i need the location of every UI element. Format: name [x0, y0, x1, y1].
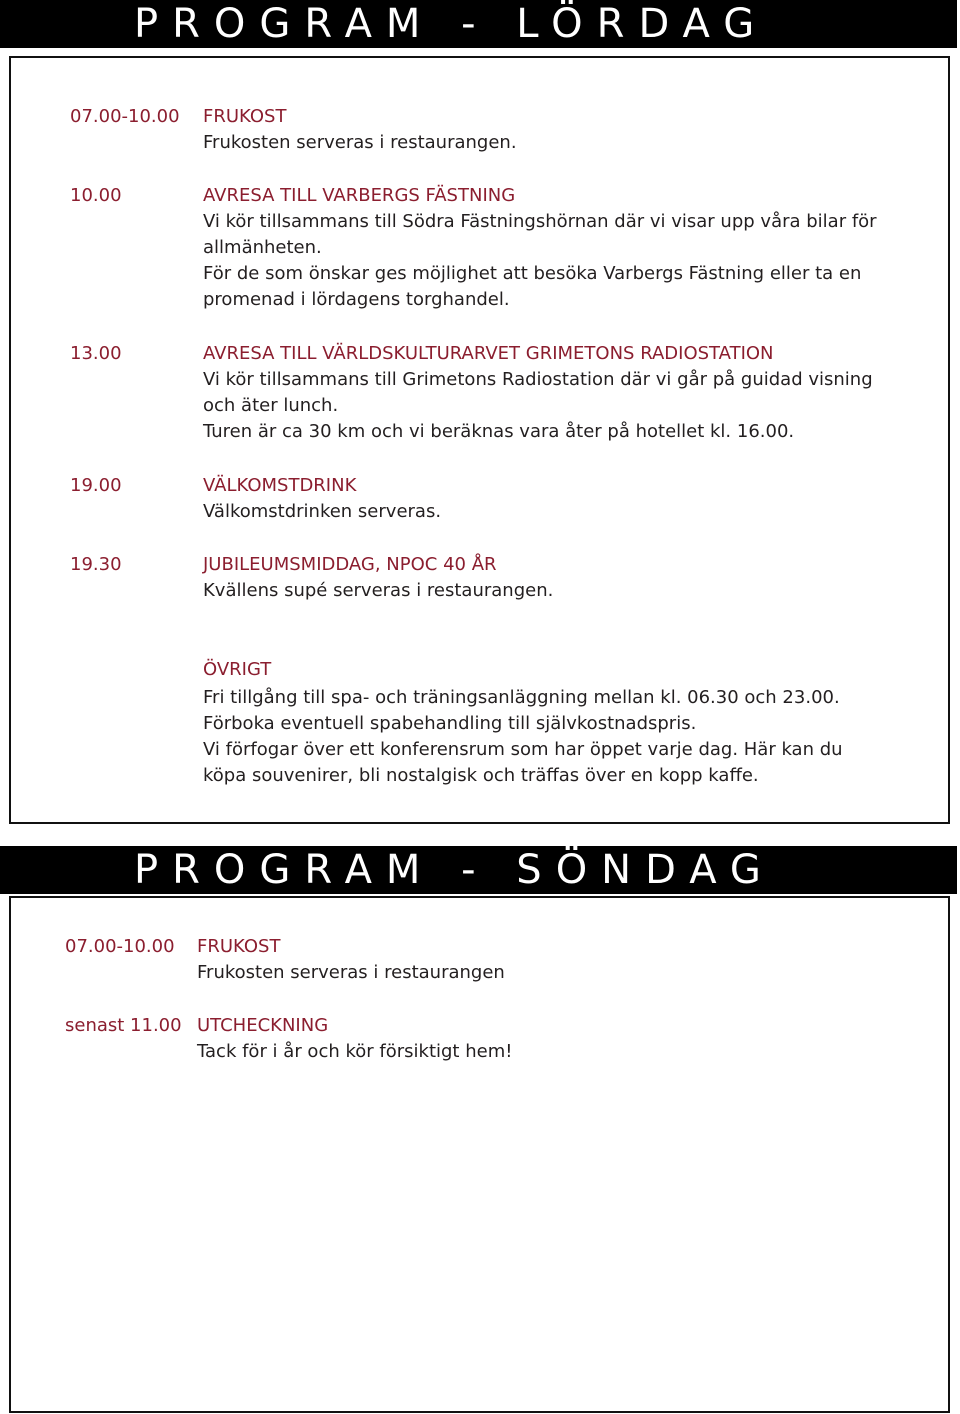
item-time: senast 11.00: [65, 1015, 182, 1036]
other-text: Vi förfogar över ett konferensrum som har öppet varje dag. Här kan du: [203, 739, 843, 760]
item-text: För de som önskar ges möjlighet att besöka Varbergs Fästning eller ta en: [203, 263, 862, 284]
item-text: Vi kör tillsammans till Grimetons Radiostation där vi går på guidad visning: [203, 369, 873, 390]
item-text: Vi kör tillsammans till Södra Fästningshörnan där vi visar upp våra bilar för: [203, 211, 877, 232]
item-text: Tack för i år och kör försiktigt hem!: [197, 1041, 513, 1062]
item-title: JUBILEUMSMIDDAG, NPOC 40 ÅR: [203, 554, 497, 575]
item-text: Frukosten serveras i restaurangen.: [203, 132, 517, 153]
item-text: Kvällens supé serveras i restaurangen.: [203, 580, 554, 601]
item-title: AVRESA TILL VÄRLDSKULTURARVET GRIMETONS RADIOSTATION: [203, 343, 774, 364]
item-time: 13.00: [70, 343, 122, 364]
item-title: FRUKOST: [203, 106, 287, 127]
item-time: 19.30: [70, 554, 122, 575]
item-time: 10.00: [70, 185, 122, 206]
other-text: Förboka eventuell spabehandling till självkostnadspris.: [203, 713, 697, 734]
item-title: UTCHECKNING: [197, 1015, 329, 1036]
item-text: allmänheten.: [203, 237, 322, 258]
banner-saturday: PROGRAM - LÖRDAG: [0, 0, 957, 48]
item-title: VÄLKOMSTDRINK: [203, 475, 357, 496]
other-text: köpa souvenirer, bli nostalgisk och träffas över en kopp kaffe.: [203, 765, 759, 786]
item-text: Frukosten serveras i restaurangen: [197, 962, 505, 983]
item-text: promenad i lördagens torghandel.: [203, 289, 510, 310]
item-time: 07.00-10.00: [65, 936, 175, 957]
banner-sunday: PROGRAM - SÖNDAG: [0, 846, 957, 894]
other-text: Fri tillgång till spa- och träningsanläggning mellan kl. 06.30 och 23.00.: [203, 687, 840, 708]
other-title: ÖVRIGT: [203, 659, 272, 680]
item-text: och äter lunch.: [203, 395, 339, 416]
item-text: Turen är ca 30 km och vi beräknas vara åter på hotellet kl. 16.00.: [203, 421, 795, 442]
item-text: Välkomstdrinken serveras.: [203, 501, 442, 522]
item-time: 07.00-10.00: [70, 106, 180, 127]
item-title: AVRESA TILL VARBERGS FÄSTNING: [203, 185, 516, 206]
item-time: 19.00: [70, 475, 122, 496]
item-title: FRUKOST: [197, 936, 281, 957]
